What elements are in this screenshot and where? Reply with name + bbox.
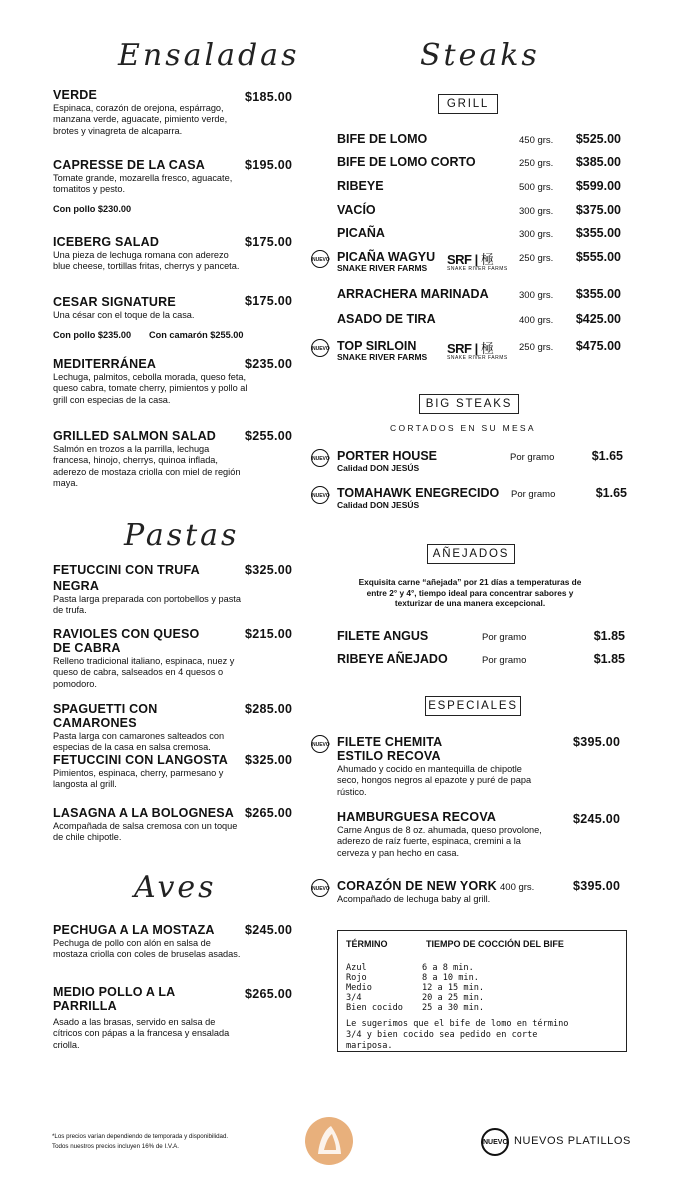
section-title-pastas: Pastas	[124, 518, 240, 553]
steak-name: ARRACHERA MARINADA	[337, 287, 489, 301]
item-price: $195.00	[245, 158, 293, 172]
steak-name: BIFE DE LOMO	[337, 132, 428, 146]
big-steaks-subtitle: CORTADOS EN SU MESA	[390, 423, 536, 433]
item-desc: Pechuga de pollo con alón en salsa de mostaza criolla con coles de bruselas asadas.	[53, 938, 241, 960]
steak-weight: 400 grs.	[519, 315, 554, 326]
cooking-time: 25 a 30 min.	[422, 1003, 485, 1013]
item-price: $325.00	[245, 563, 293, 577]
cooking-term: 3/4	[346, 993, 362, 1003]
steak-row	[337, 250, 627, 273]
menu-item-capresse	[53, 158, 238, 196]
steak-price: $1.65	[595, 486, 627, 500]
label-especiales: ESPECIALES	[425, 696, 521, 716]
steak-row-tomahawk	[337, 486, 627, 510]
item-desc: Acompañada de salsa cremosa con un toque de chile chipotle.	[53, 821, 238, 843]
item-price: $265.00	[245, 806, 293, 820]
item-note: Con camarón $255.00	[149, 330, 244, 340]
item-desc: Pasta larga con camarones salteados con especias de la casa en salsa cremosa.	[53, 731, 225, 753]
steak-row	[337, 179, 627, 195]
label-grill: GRILL	[438, 94, 498, 114]
label-anejados: AÑEJADOS	[427, 544, 515, 564]
section-title-aves: Aves	[134, 870, 217, 905]
item-desc: Espinaca, corazón de orejona, espárrago, manzana verde, aguacate, pimiento verde, brotes y vinagreta de alcaparra.	[53, 103, 228, 136]
steak-row	[337, 339, 627, 362]
steak-weight: 500 grs.	[519, 182, 554, 193]
item-desc: Pasta larga preparada con portobellos y pasta de trufa.	[53, 594, 241, 616]
item-desc: Salmón en trozos a la parrilla, lechuga francesa, hinojo, cherrys, quinoa inflada, aderezo de mostaza criolla con miel de región maya.	[53, 444, 241, 488]
item-desc: Lechuga, palmitos, cebolla morada, queso feta, queso cabra, tomate cherry, pimientos y pollo al grill con especias de la casa.	[53, 372, 248, 405]
steak-price: $525.00	[575, 132, 621, 146]
menu-item-cesar	[53, 295, 243, 321]
item-name-2: DE CABRA	[53, 641, 121, 655]
item-price: $265.00	[245, 987, 293, 1001]
footer-legal-1: *Los precios varían dependiendo de temporada y disponibilidad.	[52, 1133, 229, 1140]
steak-price: $375.00	[575, 203, 621, 217]
item-name: VERDE	[53, 88, 98, 102]
steak-unit: Por gramo	[482, 632, 527, 643]
menu-item-verde	[53, 88, 243, 137]
steak-row-ribeye-anejado	[337, 652, 627, 668]
section-title-steaks: Steaks	[420, 38, 540, 73]
item-desc: Pimientos, espinaca, cherry, parmesano y langosta al grill.	[53, 768, 224, 790]
cooking-term: Rojo	[346, 973, 367, 983]
item-price: $395.00	[573, 735, 621, 749]
steak-weight: 450 grs.	[519, 135, 554, 146]
steak-price: $385.00	[575, 155, 621, 169]
steak-row	[337, 155, 627, 171]
item-price: $235.00	[245, 357, 293, 371]
item-note: Con pollo $230.00	[53, 204, 132, 214]
menu-item-fetuccini-langosta	[53, 753, 243, 791]
cooking-time: 6 a 8 min.	[422, 963, 474, 973]
cooking-term: Medio	[346, 983, 372, 993]
nuevo-badge: NUEVO	[311, 250, 329, 268]
steak-sub: SNAKE RIVER FARMS	[337, 352, 428, 362]
steak-weight: 300 grs.	[519, 229, 554, 240]
item-price: $285.00	[245, 702, 293, 716]
item-price: $245.00	[245, 923, 293, 937]
steak-price: $1.85	[593, 652, 625, 666]
menu-item-spaguetti	[53, 702, 243, 754]
menu-item-ravioles	[53, 627, 243, 690]
steak-unit: Por gramo	[482, 655, 527, 666]
steak-row	[337, 226, 627, 242]
anejados-desc: Exquisita carne “añejada” por 21 días a temperaturas de entre 2° y 4°, tiempo ideal para concentrar sabores y texturizar de una manera excepcional.	[358, 577, 582, 608]
menu-item-lasagna	[53, 806, 243, 844]
label-big-steaks: BIG STEAKS	[419, 394, 519, 414]
cooking-term: Bien cocido	[346, 1003, 403, 1013]
item-price: $395.00	[573, 879, 621, 893]
item-name: SPAGUETTI CON CAMARONES	[53, 702, 158, 730]
menu-item-filete-chemita	[337, 735, 537, 798]
item-price: $245.00	[573, 812, 621, 826]
item-name: RAVIOLES CON QUESO	[53, 627, 200, 641]
item-desc: Relleno tradicional italiano, espinaca, nuez y queso de cabra, salseados en 4 quesos o pomodoro.	[53, 656, 235, 689]
steak-name: BIFE DE LOMO CORTO	[337, 155, 476, 169]
steak-price: $555.00	[575, 250, 621, 264]
steak-row-porter-house	[337, 449, 627, 473]
item-price: $255.00	[245, 429, 293, 443]
menu-item-pechuga	[53, 923, 243, 961]
item-desc: Carne Angus de 8 oz. ahumada, queso provolone, aderezo de raíz fuerte, espinaca, cremini a la cerveza y pan hecho en casa.	[337, 825, 542, 858]
item-name: PECHUGA A LA MOSTAZA	[53, 923, 215, 937]
item-price: $175.00	[245, 235, 293, 249]
item-name: ICEBERG SALAD	[53, 235, 160, 249]
cooking-time-table	[337, 930, 627, 1052]
item-desc: Una pieza de lechuga romana con aderezo blue cheese, tortillas fritas, cherrys y panceta.	[53, 250, 240, 272]
cooking-time: 20 a 25 min.	[422, 993, 485, 1003]
steak-name: PICAÑA WAGYU	[337, 250, 436, 264]
steak-weight: 300 grs.	[519, 206, 554, 217]
item-desc: Asado a las brasas, servido en salsa de cítricos con pápas a la francesa y ensalada criolla.	[53, 1017, 230, 1050]
steak-unit: Por gramo	[510, 452, 555, 463]
item-price: $325.00	[245, 753, 293, 767]
steak-weight: 250 grs.	[519, 158, 554, 169]
steak-unit: Por gramo	[511, 489, 556, 500]
item-name-2: PARRILLA	[53, 999, 117, 1013]
steak-sub: Calidad DON JESÚS	[337, 463, 420, 473]
item-name: MEDIO POLLO A LA	[53, 985, 176, 999]
steak-price: $475.00	[575, 339, 621, 353]
nuevo-badge-legend: NUEVO	[481, 1128, 509, 1156]
item-name: CORAZÓN DE NEW YORK	[337, 879, 497, 893]
menu-item-fetuccini-trufa	[53, 563, 243, 617]
item-name: CAPRESSE DE LA CASA	[53, 158, 205, 172]
item-name: MEDITERRÁNEA	[53, 357, 157, 371]
steak-price: $355.00	[575, 226, 621, 240]
steak-weight: 250 grs.	[519, 253, 554, 264]
footer-legal-2: Todos nuestros precios incluyen 16% de I.V.A.	[52, 1143, 180, 1150]
cooking-time: 12 a 15 min.	[422, 983, 485, 993]
restaurant-logo	[304, 1114, 354, 1168]
menu-item-mediterranea	[53, 357, 248, 406]
item-name: FETUCCINI CON LANGOSTA	[53, 753, 228, 767]
steak-row	[337, 312, 627, 328]
steak-sub: SNAKE RIVER FARMS	[337, 263, 428, 273]
item-name: FETUCCINI CON TRUFA	[53, 563, 200, 577]
item-note: Con pollo $235.00	[53, 330, 132, 340]
steak-name: PORTER HOUSE	[337, 449, 438, 463]
table-note: Le sugerimos que el bife de lomo en término 3/4 y bien cocido sea pedido en corte mariposa.	[346, 1019, 569, 1051]
steak-name: VACÍO	[337, 203, 376, 217]
snake-river-farms-logo: SRF | 極 SNAKE RIVER FARMS	[447, 252, 508, 272]
menu-item-salmon	[53, 429, 248, 489]
snake-river-farms-logo: SRF | 極 SNAKE RIVER FARMS	[447, 341, 508, 361]
steak-weight: 250 grs.	[519, 342, 554, 353]
item-desc: Tomate grande, mozarella fresco, aguacate, tomatitos y pesto.	[53, 173, 233, 195]
item-desc: Acompañado de lechuga baby al grill.	[337, 894, 491, 904]
cooking-term: Azul	[346, 963, 367, 973]
item-price: $215.00	[245, 627, 293, 641]
steak-price: $599.00	[575, 179, 621, 193]
steak-row	[337, 287, 627, 303]
steak-row	[337, 132, 627, 148]
item-name: FILETE CHEMITA	[337, 735, 443, 749]
steak-name: TOP SIRLOIN	[337, 339, 417, 353]
item-name-2: ESTILO RECOVA	[337, 749, 441, 763]
item-name: GRILLED SALMON SALAD	[53, 429, 217, 443]
steak-price: $1.85	[593, 629, 625, 643]
steak-weight: 300 grs.	[519, 290, 554, 301]
steak-name: PICAÑA	[337, 226, 385, 240]
menu-item-iceberg	[53, 235, 243, 273]
item-name: HAMBURGUESA RECOVA	[337, 810, 497, 824]
steak-sub: Calidad DON JESÚS	[337, 500, 420, 510]
nuevo-badge: NUEVO	[311, 339, 329, 357]
nuevos-platillos-label: NUEVOS PLATILLOS	[514, 1135, 631, 1147]
item-weight: 400 grs.	[500, 882, 535, 893]
steak-name: FILETE ANGUS	[337, 629, 429, 643]
steak-name: ASADO DE TIRA	[337, 312, 436, 326]
cooking-time: 8 a 10 min.	[422, 973, 479, 983]
nuevo-badge: NUEVO	[311, 735, 329, 753]
steak-name: RIBEYE AÑEJADO	[337, 652, 448, 666]
table-header-termino: TÉRMINO	[346, 939, 388, 949]
steak-row-filete-angus	[337, 629, 627, 645]
item-name: LASAGNA A LA BOLOGNESA	[53, 806, 235, 820]
steak-row	[337, 203, 627, 219]
nuevo-badge: NUEVO	[311, 486, 329, 504]
item-desc: Una césar con el toque de la casa.	[53, 310, 195, 320]
nuevo-badge: NUEVO	[311, 879, 329, 897]
steak-price: $355.00	[575, 287, 621, 301]
item-price: $175.00	[245, 294, 293, 308]
item-name-2: NEGRA	[53, 579, 100, 593]
steak-price: $425.00	[575, 312, 621, 326]
steak-price: $1.65	[591, 449, 623, 463]
section-title-ensaladas: Ensaladas	[118, 38, 300, 73]
menu-item-hamburguesa	[337, 810, 552, 859]
menu-item-medio-pollo	[53, 985, 243, 1051]
item-name: CESAR SIGNATURE	[53, 295, 176, 309]
nuevo-badge: NUEVO	[311, 449, 329, 467]
steak-name: RIBEYE	[337, 179, 384, 193]
table-header-tiempo: TIEMPO DE COCCIÓN DEL BIFE	[426, 939, 564, 949]
item-price: $185.00	[245, 90, 293, 104]
item-desc: Ahumado y cocido en mantequilla de chipotle seco, hongos negros al epazote y puré de papa rústico.	[337, 764, 532, 797]
steak-name: TOMAHAWK ENEGRECIDO	[337, 486, 500, 500]
